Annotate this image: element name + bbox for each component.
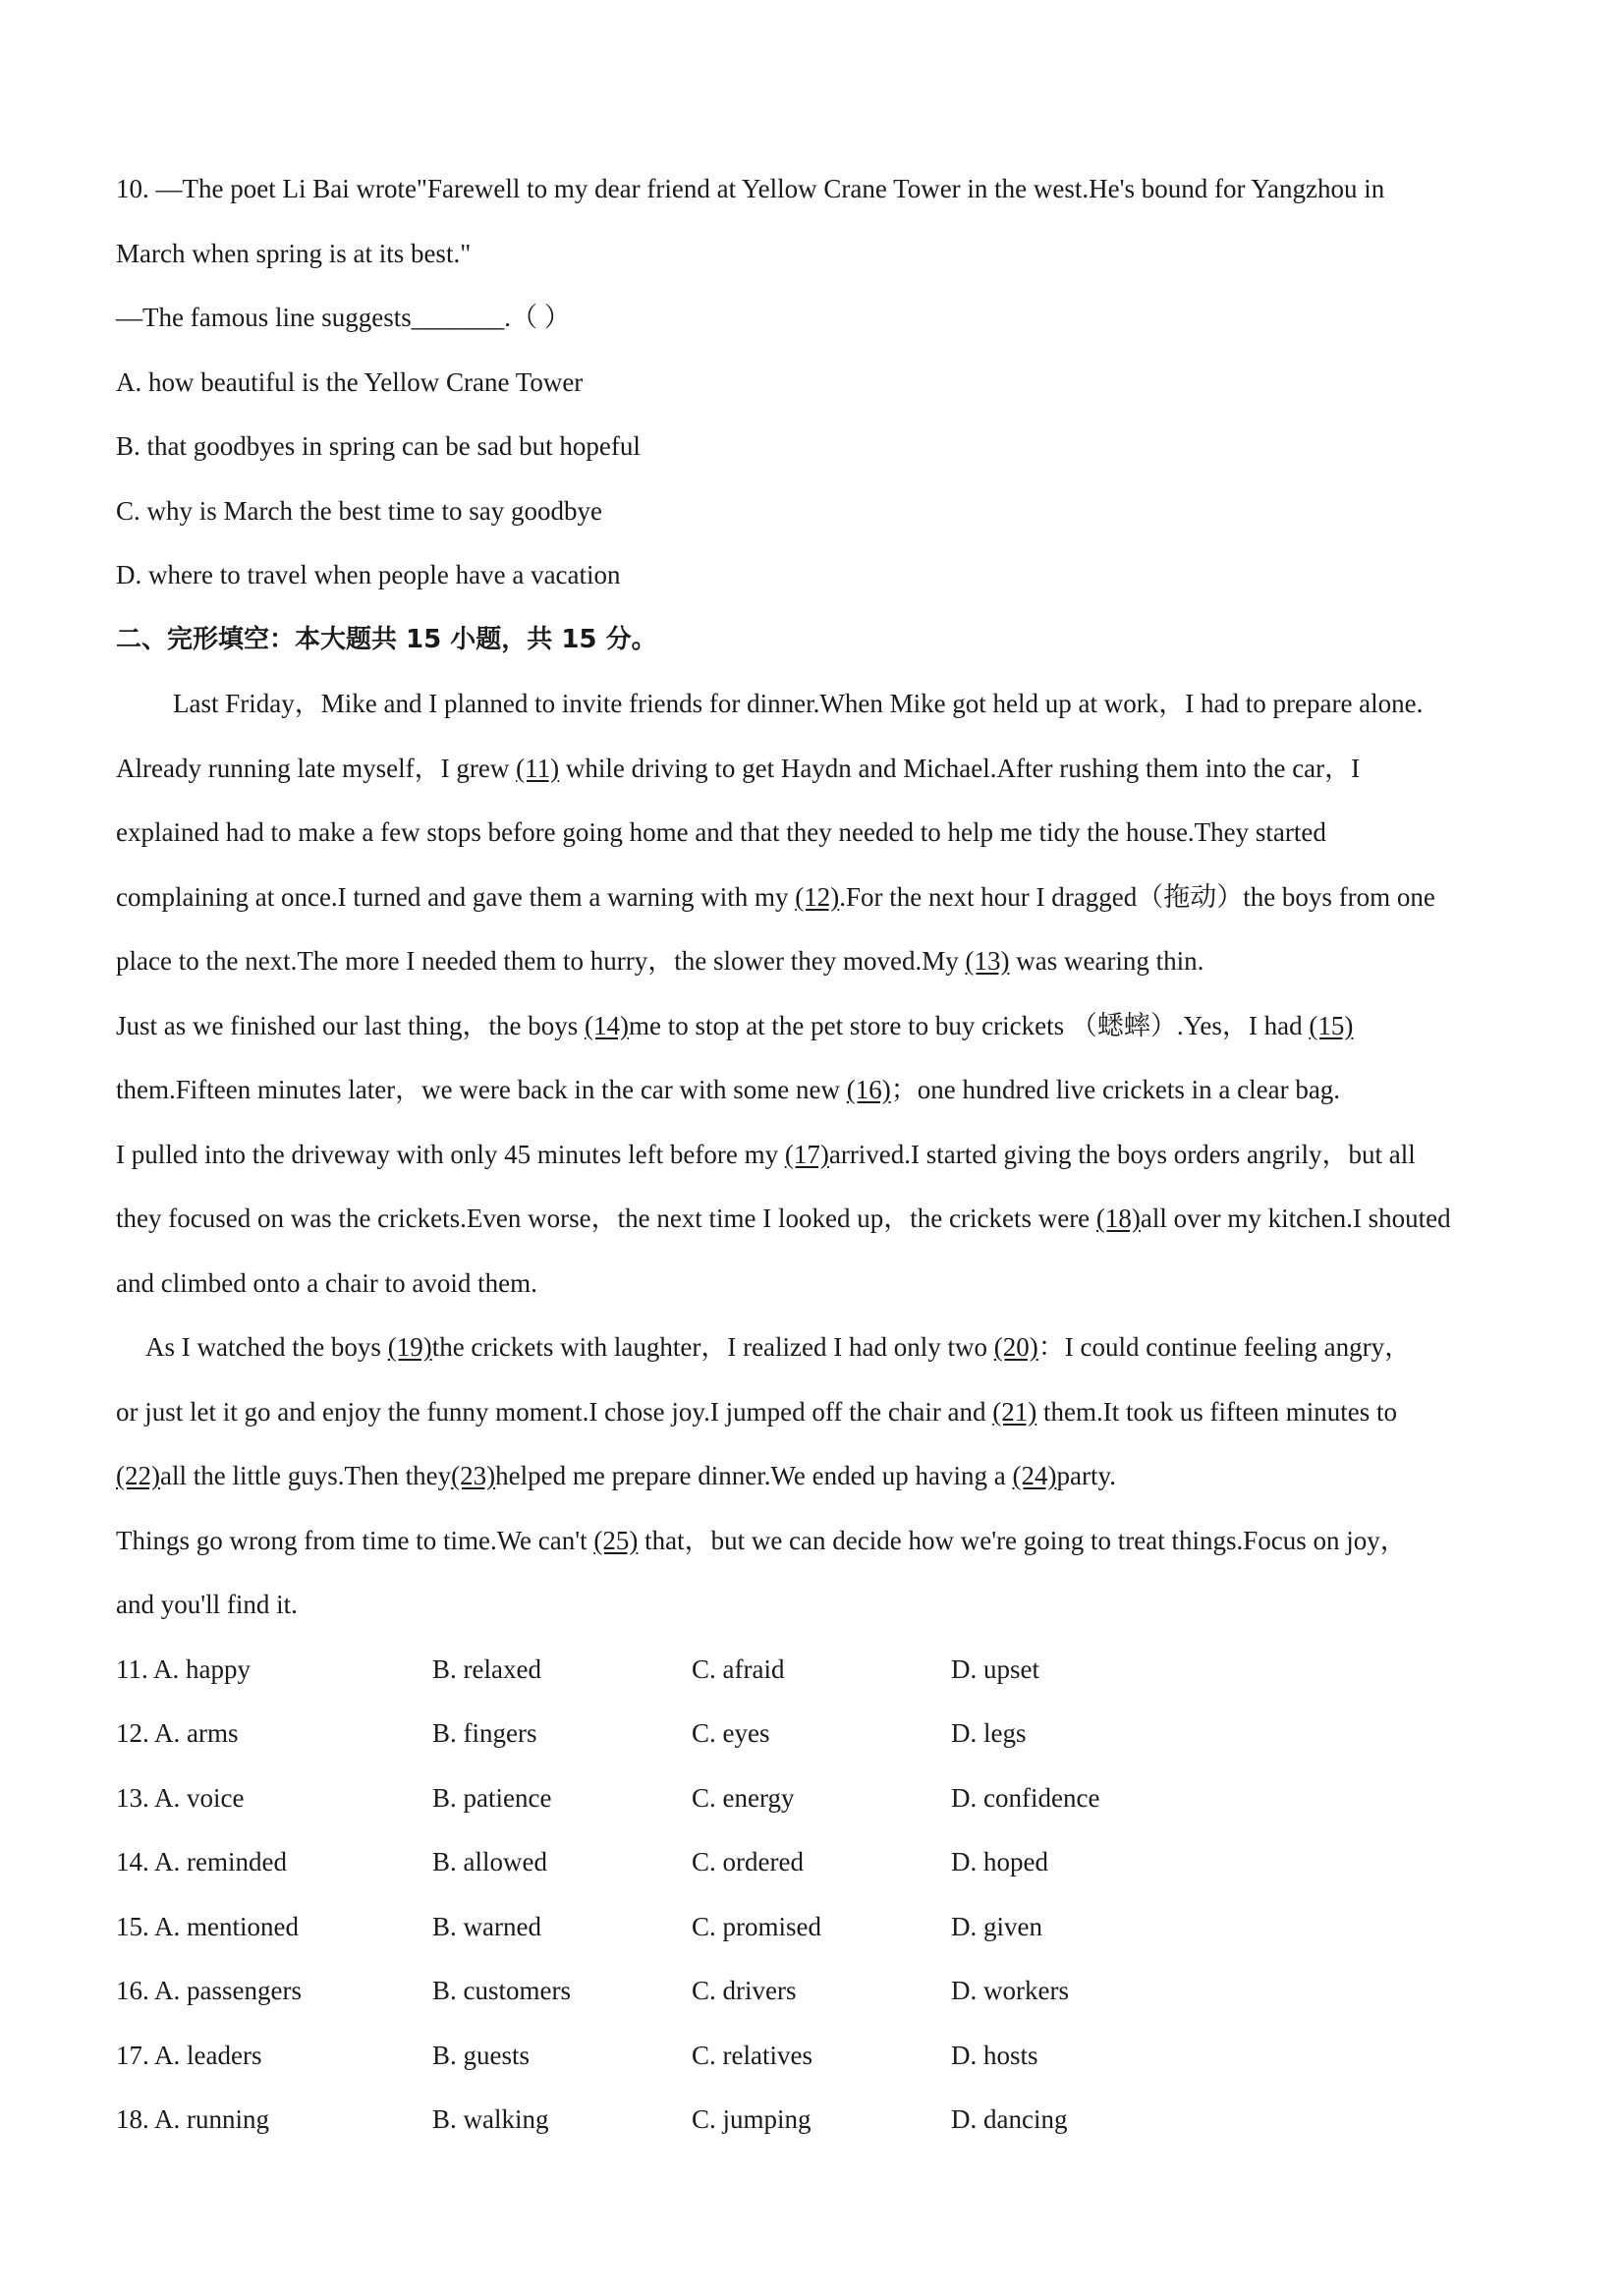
option-row-17: [116, 2024, 1531, 2089]
blank-21: (21): [992, 1396, 1037, 1427]
passage-p1-line-5: [116, 929, 1531, 994]
option-18-c: C. jumping: [692, 2104, 812, 2134]
blank-22: (22): [116, 1461, 160, 1490]
option-15-b: B. warned: [432, 1911, 541, 1941]
passage-p3-line-1: [116, 1123, 1531, 1188]
passage-p1-line-3: explained had to make a few stops before going home and that they needed to help me tidy the house.They started: [116, 817, 1326, 847]
passage-text: was wearing thin.: [1009, 946, 1204, 976]
passage-p5-line-2: and you'll find it.: [116, 1590, 298, 1619]
blank-12: (12): [795, 881, 840, 912]
option-15-c: C. promised: [692, 1911, 821, 1941]
passage-text: party.: [1056, 1461, 1116, 1490]
passage-text: arrived.I started giving the boys orders angrily，but all: [828, 1139, 1416, 1169]
passage-text: them.Fifteen minutes later，we were back in the car with some new: [116, 1075, 847, 1104]
passage-text: ：I could continue feeling angry，: [1037, 1332, 1412, 1362]
option-row-13: [116, 1766, 1531, 1831]
blank-16: (16): [846, 1075, 891, 1104]
option-16-a: 16. A. passengers: [116, 1976, 302, 2005]
option-15-d: D. given: [951, 1911, 1042, 1941]
exam-page: [116, 157, 1531, 2153]
passage-text: Just as we finished our last thing，the boys: [116, 1010, 585, 1040]
passage-text: or just let it go and enjoy the funny moment.I chose joy.I jumped off the chair and: [116, 1396, 993, 1427]
option-17-a: 17. A. leaders: [116, 2040, 262, 2070]
option-14-c: C. ordered: [692, 1847, 804, 1876]
option-row-11: [116, 1638, 1531, 1703]
option-row-12: [116, 1702, 1531, 1766]
option-13-a: 13. A. voice: [116, 1782, 245, 1813]
option-14-b: B. allowed: [432, 1847, 547, 1876]
passage-text: them.It took us fifteen minutes to: [1036, 1396, 1397, 1427]
blank-11: (11): [516, 753, 560, 783]
q10-option-c: C. why is March the best time to say goodbye: [116, 495, 602, 526]
option-15-a: 15. A. mentioned: [116, 1911, 299, 1941]
option-12-b: B. fingers: [432, 1718, 537, 1748]
blank-19: (19): [387, 1332, 432, 1362]
q10-stem-line-2: March when spring is at its best.": [116, 238, 472, 268]
passage-p4-line-3: [116, 1444, 1531, 1509]
blank-24: (24): [1012, 1461, 1057, 1490]
option-16-b: B. customers: [432, 1976, 571, 2005]
passage-text: me to stop at the pet store to buy crickets （蟋蟀）.Yes，I had: [628, 1010, 1310, 1040]
passage-text: all the little guys.Then they: [159, 1461, 452, 1490]
option-18-b: B. walking: [432, 2104, 549, 2134]
option-11-b: B. relaxed: [432, 1653, 541, 1684]
option-18-a: 18. A. running: [116, 2104, 270, 2134]
option-13-b: B. patience: [432, 1782, 552, 1813]
option-12-a: 12. A. arms: [116, 1718, 239, 1748]
option-17-b: B. guests: [432, 2040, 531, 2070]
passage-p1-line-4: [116, 866, 1531, 930]
passage-p1-line-2: [116, 737, 1531, 802]
passage-text: all over my kitchen.I shouted: [1140, 1204, 1451, 1233]
option-13-d: D. confidence: [951, 1782, 1100, 1813]
passage-p4-line-2: [116, 1380, 1531, 1445]
passage-text: they focused on was the crickets.Even worse，the next time I looked up，the crickets were: [116, 1204, 1096, 1233]
passage-text: the crickets with laughter，I realized I had only two: [431, 1332, 994, 1362]
passage-p3-line-2: [116, 1187, 1531, 1252]
passage-text: that，but we can decide how we're going to treat things.Focus on joy，: [638, 1525, 1407, 1555]
q10-option-a: A. how beautiful is the Yellow Crane Tower: [116, 366, 584, 397]
option-14-a: 14. A. reminded: [116, 1847, 287, 1876]
blank-20: (20): [993, 1332, 1038, 1362]
option-11-c: C. afraid: [692, 1653, 785, 1684]
passage-text: Already running late myself，I grew: [116, 753, 517, 783]
q10-stem-line-1: 10. —The poet Li Bai wrote"Farewell to my dear friend at Yellow Crane Tower in the west.He's bound for Yangzhou in: [116, 174, 1385, 203]
option-12-d: D. legs: [951, 1718, 1027, 1748]
option-row-14: [116, 1830, 1531, 1895]
passage-text: helped me prepare dinner.We ended up having a: [495, 1461, 1013, 1490]
passage-text: .For the next hour I dragged（拖动）the boys from one: [839, 881, 1435, 912]
blank-15: (15): [1309, 1010, 1354, 1040]
passage-text: ；one hundred live crickets in a clear bag.: [890, 1075, 1341, 1104]
passage-p4-line-1: [116, 1316, 1531, 1380]
passage-text: place to the next.The more I needed them to hurry，the slower they moved.My: [116, 946, 966, 976]
option-16-c: C. drivers: [692, 1976, 797, 2005]
blank-14: (14): [584, 1010, 629, 1040]
q10-stem-line-3: —The famous line suggests_______.（ ）: [116, 303, 571, 332]
blank-17: (17): [784, 1139, 829, 1169]
q10-option-d: D. where to travel when people have a vacation: [116, 560, 621, 589]
blank-13: (13): [965, 946, 1010, 976]
option-13-c: C. energy: [692, 1782, 795, 1813]
option-row-16: [116, 1959, 1531, 2024]
blank-25: (25): [593, 1525, 639, 1555]
passage-p2-line-1: [116, 994, 1531, 1059]
option-12-c: C. eyes: [692, 1718, 770, 1748]
passage-text: As I watched the boys: [145, 1332, 388, 1362]
blank-23: (23): [451, 1461, 496, 1490]
passage-text: Things go wrong from time to time.We can't: [116, 1525, 594, 1555]
option-16-d: D. workers: [951, 1976, 1069, 2005]
q10-option-b: B. that goodbyes in spring can be sad but hopeful: [116, 431, 641, 461]
option-17-c: C. relatives: [692, 2040, 812, 2070]
option-11-d: D. upset: [951, 1653, 1039, 1684]
passage-text: complaining at once.I turned and gave them a warning with my: [116, 881, 796, 912]
option-14-d: D. hoped: [951, 1847, 1048, 1876]
option-17-d: D. hosts: [951, 2040, 1038, 2070]
passage-p2-line-2: [116, 1058, 1531, 1123]
passage-text: while driving to get Haydn and Michael.After rushing them into the car，I: [559, 753, 1361, 783]
section-2-heading: 二、完形填空：本大题共 15 小题，共 15 分。: [116, 624, 657, 654]
passage-text: I pulled into the driveway with only 45 minutes left before my: [116, 1139, 785, 1169]
blank-18: (18): [1095, 1204, 1141, 1233]
option-row-15: [116, 1895, 1531, 1960]
passage-p5-line-1: [116, 1509, 1531, 1574]
option-row-18: [116, 2088, 1531, 2153]
passage-p3-line-3: and climbed onto a chair to avoid them.: [116, 1267, 537, 1298]
passage-p1-line-1: Last Friday，Mike and I planned to invite friends for dinner.When Mike got held up at work，I had to prepare alone.: [173, 689, 1424, 718]
option-18-d: D. dancing: [951, 2104, 1068, 2134]
option-11-a: 11. A. happy: [116, 1653, 251, 1684]
